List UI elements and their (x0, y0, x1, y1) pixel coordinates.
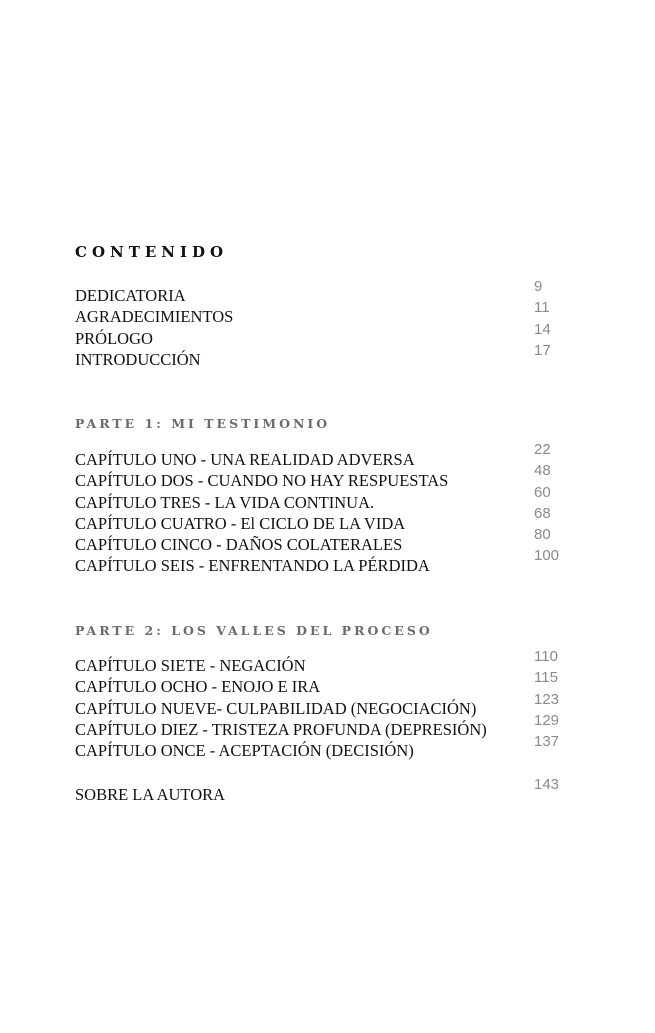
page-number: 60 (534, 483, 551, 501)
part2-pages (534, 646, 594, 752)
page-number: 80 (534, 526, 551, 544)
toc-entry-capitulo-diez: CAPÍTULO DIEZ - TRISTEZA PROFUNDA (DEPRESIÓN) (75, 719, 487, 739)
toc-entry-introduccion: INTRODUCCIÓN (75, 349, 201, 369)
toc-title: CONTENIDO (75, 243, 229, 261)
page-number: 48 (534, 462, 551, 480)
page-number: 143 (534, 776, 560, 793)
toc-entry-capitulo-tres: CAPÍTULO TRES - LA VIDA CONTINUA. (75, 492, 375, 512)
page-number: 14 (534, 320, 551, 338)
toc-entry-sobre-la-autora: SOBRE LA AUTORA (75, 785, 226, 804)
toc-entry-capitulo-ocho: CAPÍTULO OCHO - ENOJO E IRA (75, 677, 321, 697)
toc-entry-capitulo-nueve: CAPÍTULO NUEVE- CULPABILIDAD (NEGOCIACIÓN) (75, 698, 477, 718)
page-number: 110 (534, 648, 558, 665)
page-number: 68 (534, 504, 551, 522)
toc-entry-agradecimientos: AGRADECIMIENTOS (75, 307, 234, 327)
page-number: 129 (534, 711, 560, 729)
page-number: 17 (534, 341, 551, 359)
toc-entry-capitulo-once: CAPÍTULO ONCE - ACEPTACIÓN (DECISIÓN) (75, 741, 414, 761)
toc-entry-capitulo-dos: CAPÍTULO DOS - CUANDO NO HAY RESPUESTAS (75, 471, 449, 491)
toc-entry-capitulo-uno: CAPÍTULO UNO - UNA REALIDAD ADVERSA (75, 450, 415, 469)
part2-list (75, 655, 535, 761)
page-number: 22 (534, 441, 551, 458)
back-matter-pages (534, 774, 594, 795)
part1-heading: PARTE 1: MI TESTIMONIO (75, 416, 331, 431)
toc-entry-capitulo-siete: CAPÍTULO SIETE - NEGACIÓN (75, 656, 306, 675)
part1-pages (534, 439, 594, 567)
page-number: 100 (534, 547, 560, 565)
toc-entry-capitulo-cinco: CAPÍTULO CINCO - DAÑOS COLATERALES (75, 535, 403, 555)
toc-entry-capitulo-cuatro: CAPÍTULO CUATRO - El CICLO DE LA VIDA (75, 513, 406, 533)
back-matter-list (75, 784, 535, 805)
page-number: 9 (534, 278, 543, 295)
page-number: 11 (534, 299, 550, 317)
page-number: 115 (534, 669, 558, 687)
toc-entry-dedicatoria: DEDICATORIA (75, 286, 186, 305)
toc-entry-prologo: PRÓLOGO (75, 328, 153, 348)
page-number: 137 (534, 733, 560, 751)
front-matter-pages (534, 276, 594, 361)
part2-heading: PARTE 2: LOS VALLES DEL PROCESO (75, 623, 433, 638)
front-matter-list (75, 285, 535, 370)
page-number: 123 (534, 690, 560, 708)
part1-list (75, 449, 535, 577)
toc-entry-capitulo-seis: CAPÍTULO SEIS - ENFRENTANDO LA PÉRDIDA (75, 556, 430, 576)
